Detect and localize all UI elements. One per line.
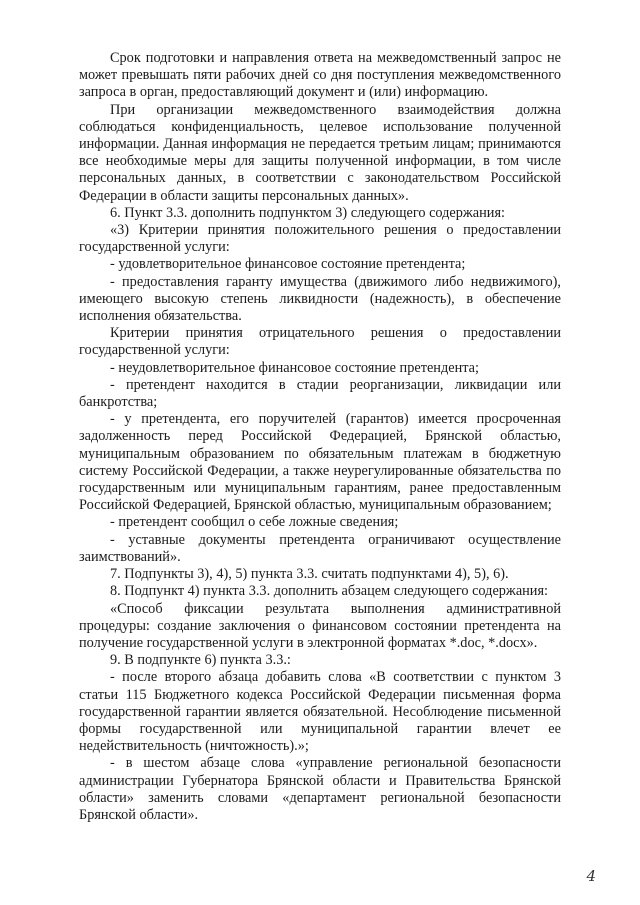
paragraph-negative-criteria: Критерии принятия отрицательного решения о предоставлении государственной услуги: xyxy=(79,325,561,359)
list-item-negative-1: - неудовлетворительное финансовое состояние претендента; xyxy=(110,359,479,376)
paragraph-positive-criteria: «3) Критерии принятия положительного решения о предоставлении государственной услуги: xyxy=(79,222,561,256)
paragraph-item-6: 6. Пункт 3.3. дополнить подпунктом 3) следующего содержания: xyxy=(110,204,505,221)
page-number: 4 xyxy=(586,867,596,885)
list-item-positive-1: - удовлетворительное финансовое состояние претендента; xyxy=(110,256,466,273)
paragraph-request-deadline: Срок подготовки и направления ответа на межведомственный запрос не может превышать пяти рабочих дней со дня поступления межведомственного запроса в орган, предоставляющий документ и (или) информацию. xyxy=(79,50,561,101)
paragraph-item-7: 7. Подпункты 3), 4), 5) пункта 3.3. считать подпунктами 4), 5), 6). xyxy=(110,566,509,583)
list-item-positive-2: - предоставления гаранту имущества (движимого либо недвижимого), имеющего высокую степень ликвидности (надежность), в обеспечение исполнения обязательства. xyxy=(79,273,561,325)
paragraph-fixation-method: «Способ фиксации результата выполнения административной процедуры: создание заключения о финансовом состоянии претендента на получение государственной услуги в электронной форматах *.doc, *.docx». xyxy=(79,600,561,651)
list-item-negative-5: - уставные документы претендента ограничивают осуществление заимствований». xyxy=(79,531,561,565)
paragraph-confidentiality: При организации межведомственного взаимодействия должна соблюдаться конфиденциальность, целевое использование полученной информации. Данная информация не передается третьим лицам; принимаются все необходимые меры для защиты полученной информации, в том числе персональных данных, в соответствии с законодательством Российской Федерации в области защиты персональных данных». xyxy=(79,101,561,204)
paragraph-item-9: 9. В подпункте 6) пункта 3.3.: xyxy=(110,652,291,669)
list-item-department-rename: - в шестом абзаце слова «управление региональной безопасности администрации Губернатора Брянской области и Правительства Брянской области» заменить словами «департамент региональной безопасности Брянской области». xyxy=(79,755,561,823)
list-item-guarantee-form: - после второго абзаца добавить слова «В соответствии с пунктом 3 статьи 115 Бюджетного кодекса Российской Федерации письменная форма государственной гарантии является обязательной. Несоблюдение письменной формы государственной или муниципальной гарантии влечет ее недействительность (ничтожность).»; xyxy=(79,669,561,755)
document-body xyxy=(79,50,561,824)
paragraph-item-8: 8. Подпункт 4) пункта 3.3. дополнить абзацем следующего содержания: xyxy=(110,583,549,600)
list-item-negative-3: - у претендента, его поручителей (гарантов) имеется просроченная задолженность перед Российской Федерацией, Брянской областью, муниципальным образованием по обязательным платежам в бюджетную систему Российской Федерации, а также неурегулированные обязательства по государственным или муниципальным гарантиям, ранее предоставленным Российской Федерацией, Брянской областью, муниципальным образованием; xyxy=(79,411,561,514)
list-item-negative-4: - претендент сообщил о себе ложные сведения; xyxy=(110,514,399,531)
list-item-negative-2: - претендент находится в стадии реорганизации, ликвидации или банкротства; xyxy=(79,376,561,411)
